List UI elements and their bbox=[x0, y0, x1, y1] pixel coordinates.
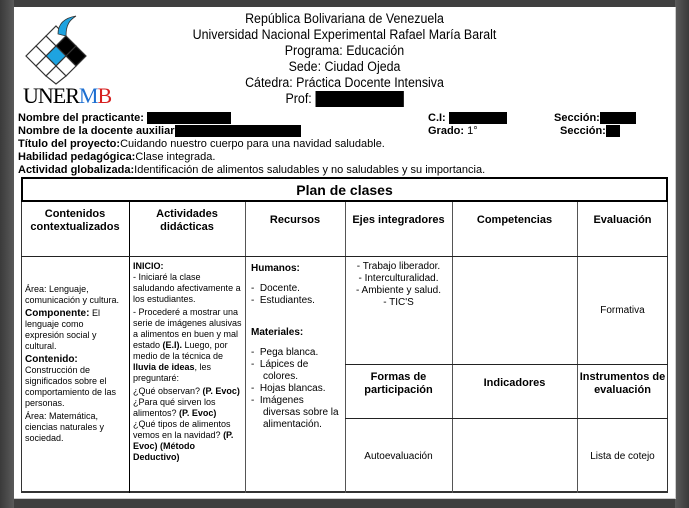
grado-value: 1° bbox=[467, 125, 478, 137]
contenido-item: Componente: El lenguaje como expresión social y cultural. bbox=[25, 308, 100, 351]
header-line-universidad: Universidad Nacional Experimental Rafael María Baralt bbox=[192, 27, 497, 42]
redacted-seccion-1 bbox=[600, 112, 636, 124]
grado-label: Grado: bbox=[428, 125, 465, 137]
row-divider bbox=[345, 418, 668, 419]
eje-item: TIC'S bbox=[389, 297, 414, 308]
logo-text: UNERMB bbox=[23, 83, 112, 108]
actividad-label: Actividad globalizada: bbox=[18, 164, 135, 176]
docente-row bbox=[18, 125, 301, 138]
contenidos-cell bbox=[25, 284, 125, 446]
habilidad-label: Habilidad pedagógica: bbox=[18, 151, 136, 163]
actividades-cell: INICIO: - Iniciaré la clase saludando afectivamente a los estudiantes. - Procederé a mostrar una serie de imágenes alusivas a alimentos en buen y mal estado (E.I). Luego, por medio de la técnica de lluvia de ideas, les preguntaré: ¿Qué observan? (P. Evoc) ¿Para qué sirven los alimentos? (P. Evoc) ¿Qué tipos de alimentos vemos en la navidad? (P. Evoc) (Método Deductivo) bbox=[133, 261, 242, 462]
plan-title: Plan de clases bbox=[21, 177, 668, 202]
instrumentos-value: Lista de cotejo bbox=[590, 451, 655, 462]
habilidad-row bbox=[18, 151, 215, 164]
eje-item: Trabajo liberador. bbox=[362, 261, 441, 272]
ci-label: C.I: bbox=[428, 112, 446, 124]
titulo-value: Cuidando nuestro cuerpo para una navidad saludable. bbox=[120, 138, 385, 150]
redacted-seccion-2 bbox=[606, 125, 620, 137]
formas-participacion-value: Autoevaluación bbox=[364, 451, 433, 462]
row-divider bbox=[21, 256, 668, 257]
recurso-item: Imágenes diversas sobre la alimentación. bbox=[259, 395, 339, 430]
header-instrumentos: Instrumentos de evaluación bbox=[579, 371, 666, 396]
document-header bbox=[40, 11, 648, 107]
seccion-label-2: Sección: bbox=[560, 125, 606, 137]
header-contenidos: Contenidos contextualizados bbox=[30, 208, 120, 233]
col-divider bbox=[345, 202, 346, 493]
inicio-label: INICIO: bbox=[133, 261, 164, 271]
contenido-item: Contenido: Construcción de significados sobre el comportamiento de las personas. bbox=[25, 354, 117, 408]
docente-label: Nombre de la docente auxiliar bbox=[18, 125, 175, 137]
recurso-item: Docente. bbox=[259, 283, 300, 294]
habilidad-value: Clase integrada. bbox=[135, 151, 216, 163]
header-actividades: Actividades didácticas bbox=[156, 208, 218, 233]
header-line-programa: Programa: Educación bbox=[284, 43, 405, 58]
background-right bbox=[675, 0, 689, 508]
recurso-item: Estudiantes. bbox=[259, 295, 315, 306]
redacted-ci bbox=[449, 112, 507, 124]
practicante-row bbox=[18, 112, 231, 125]
row-divider bbox=[345, 364, 668, 365]
eje-item: Interculturalidad. bbox=[364, 273, 439, 284]
recurso-item: Pega blanca. bbox=[259, 347, 319, 358]
col-divider bbox=[452, 202, 453, 493]
eje-item: Ambiente y salud. bbox=[361, 285, 442, 296]
recurso-item: Lápices de colores. bbox=[259, 359, 309, 382]
ejes-cell: - Trabajo liberador. - Interculturalidad. - Ambiente y salud. - TIC'S bbox=[355, 261, 442, 308]
contenido-item: Área: Matemática, ciencias naturales y sociedad. bbox=[25, 411, 105, 443]
materiales-label: Materiales: bbox=[251, 327, 304, 338]
header-recursos: Recursos bbox=[269, 214, 321, 226]
document-page bbox=[14, 7, 676, 499]
recurso-item: Hojas blancas. bbox=[259, 383, 326, 394]
titulo-row bbox=[18, 138, 385, 151]
evaluacion-value: Formativa bbox=[600, 305, 645, 316]
actividad-value: Identificación de alimentos saludables y no saludables y su importancia. bbox=[134, 164, 486, 176]
ci-row bbox=[428, 112, 507, 125]
header-formas-participacion: Formas de participación bbox=[364, 371, 433, 396]
header-indicadores: Indicadores bbox=[483, 377, 546, 389]
seccion-label-1: Sección: bbox=[554, 112, 600, 124]
titulo-label: Título del proyecto: bbox=[18, 138, 121, 150]
humanos-label: Humanos: bbox=[251, 263, 300, 274]
plan-table bbox=[21, 177, 668, 493]
actividad-row bbox=[18, 164, 485, 177]
recursos-cell: Humanos: - Docente. - Estudiantes. Materiales: - Pega blanca. - Lápices de colores. - Hojas blancas. - Imágenes diversas sobre la alimentación. bbox=[251, 263, 339, 430]
header-line-sede: Sede: Ciudad Ojeda bbox=[288, 59, 401, 74]
seccion-row-1 bbox=[554, 112, 636, 125]
grado-row bbox=[428, 125, 478, 138]
header-line-republica: República Bolivariana de Venezuela bbox=[245, 11, 444, 26]
contenido-item: Área: Lenguaje, comunicación y cultura. bbox=[25, 284, 120, 305]
redacted-docente-name bbox=[175, 125, 301, 137]
redacted-practicante-name bbox=[147, 112, 231, 124]
col-divider bbox=[577, 202, 578, 493]
header-competencias: Competencias bbox=[476, 214, 553, 226]
header-ejes: Ejes integradores bbox=[352, 214, 445, 226]
col-divider bbox=[129, 202, 130, 493]
header-line-catedra: Cátedra: Práctica Docente Intensiva bbox=[245, 75, 444, 90]
practicante-label: Nombre del practicante: bbox=[18, 112, 144, 124]
header-line-prof bbox=[40, 91, 648, 107]
col-divider bbox=[245, 202, 246, 493]
header-evaluacion: Evaluación bbox=[593, 214, 652, 226]
seccion-row-2 bbox=[560, 125, 620, 138]
redacted-prof-name bbox=[315, 91, 403, 107]
background-left bbox=[0, 0, 14, 508]
prof-label: Prof: bbox=[285, 91, 312, 106]
